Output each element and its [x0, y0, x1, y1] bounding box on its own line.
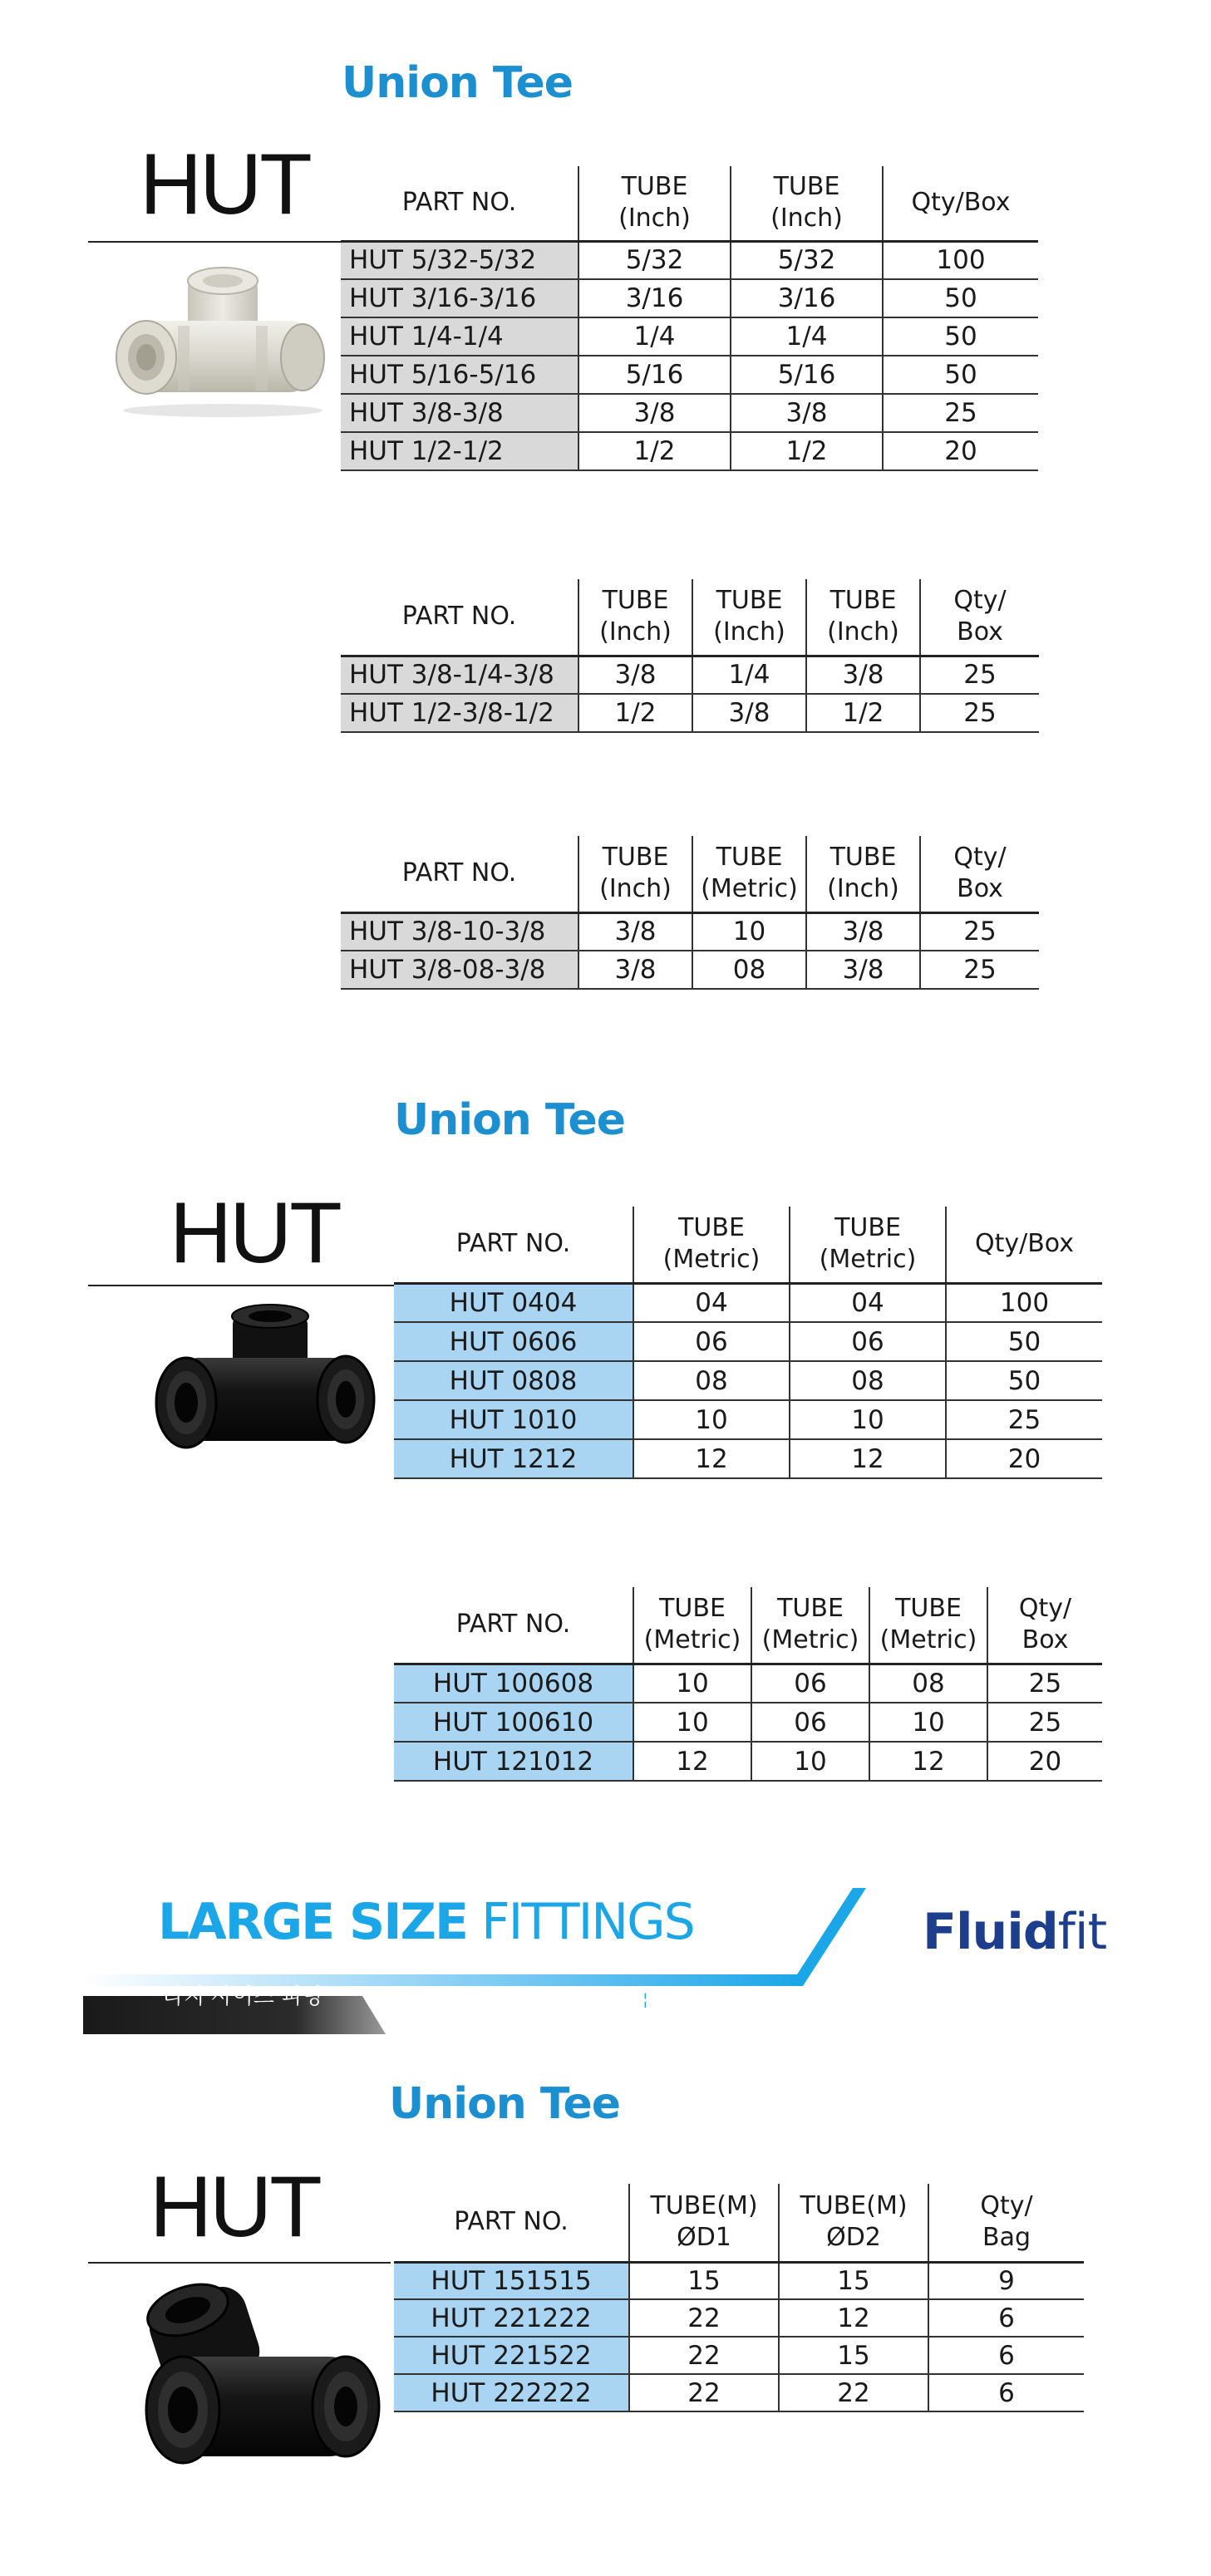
table-row	[394, 2337, 1084, 2374]
spec-cell: 06	[633, 1322, 790, 1361]
spec-cell: 3/8	[731, 394, 883, 432]
section1-title: Union Tee	[342, 58, 574, 108]
section1-table-c	[341, 836, 1039, 990]
spec-cell: 3/8	[806, 656, 920, 694]
banner-large-size: LARGE SIZE	[158, 1893, 468, 1951]
section3-title: Union Tee	[389, 2079, 621, 2129]
spec-cell: 6	[928, 2299, 1084, 2337]
spec-cell: 100	[883, 241, 1038, 279]
spec-cell: 22	[629, 2374, 779, 2411]
col-tube-metric: TUBE (Metric)	[790, 1207, 946, 1283]
col-tube-metric: TUBE (Metric)	[751, 1587, 869, 1664]
col-qty-box: Qty/ Box	[920, 836, 1039, 912]
large-black-union-tee-image	[133, 2277, 382, 2476]
col-qty-box: Qty/ Box	[920, 579, 1039, 656]
spec-cell: 10	[633, 1400, 790, 1439]
spec-cell: 50	[946, 1361, 1102, 1400]
spec-cell: 3/8	[806, 951, 920, 989]
spec-cell: 9	[928, 2262, 1084, 2299]
spec-cell: 12	[790, 1439, 946, 1478]
part-number-cell: HUT 151515	[394, 2262, 629, 2299]
section2-code: HUT	[170, 1185, 340, 1281]
spec-cell: 25	[920, 694, 1039, 732]
spec-cell: 50	[883, 356, 1038, 394]
spec-cell: 25	[920, 951, 1039, 989]
spec-cell: 3/8	[578, 951, 692, 989]
table-row	[394, 1664, 1102, 1703]
table-row	[341, 279, 1038, 317]
spec-cell: 5/32	[578, 241, 731, 279]
col-tube-inch: TUBE (Inch)	[578, 579, 692, 656]
section3-table-a	[394, 2184, 1084, 2412]
spec-cell: 3/8	[692, 694, 806, 732]
table-row	[394, 1703, 1102, 1742]
table-row	[341, 394, 1038, 432]
table-row	[394, 2299, 1084, 2337]
banner-korean-text: 라지 사이즈 피팅	[163, 1984, 323, 2009]
spec-cell: 20	[946, 1439, 1102, 1478]
spec-cell: 10	[633, 1703, 751, 1742]
white-union-tee-image	[98, 263, 339, 420]
spec-cell: 3/16	[731, 279, 883, 317]
spec-cell: 25	[946, 1400, 1102, 1439]
spec-cell: 25	[920, 656, 1039, 694]
col-qty-box: Qty/ Box	[987, 1587, 1102, 1664]
col-tube-inch: TUBE (Inch)	[578, 836, 692, 912]
table-row	[394, 1742, 1102, 1781]
spec-cell: 1/2	[578, 432, 731, 470]
col-tube-inch: TUBE (Inch)	[578, 166, 731, 241]
col-part-no: PART NO.	[401, 858, 517, 888]
table-row	[394, 1400, 1102, 1439]
banner-marker: ¦	[643, 1991, 647, 2008]
part-number-cell: HUT 0808	[394, 1361, 633, 1400]
spec-cell: 22	[779, 2374, 928, 2411]
table-row	[394, 1439, 1102, 1478]
spec-cell: 15	[779, 2337, 928, 2374]
spec-cell: 1/4	[731, 317, 883, 356]
part-number-cell: HUT 221522	[394, 2337, 629, 2374]
spec-cell: 20	[987, 1742, 1102, 1781]
table-body	[394, 2262, 1084, 2411]
spec-cell: 15	[629, 2262, 779, 2299]
spec-cell: 1/4	[578, 317, 731, 356]
part-number-cell: HUT 3/8-08-3/8	[341, 951, 578, 989]
banner-heading	[158, 1893, 694, 1951]
spec-cell: 25	[987, 1703, 1102, 1742]
spec-cell: 10	[869, 1703, 987, 1742]
spec-cell: 22	[629, 2299, 779, 2337]
table-row	[394, 2262, 1084, 2299]
table-row	[341, 951, 1039, 989]
part-number-cell: HUT 3/16-3/16	[341, 279, 578, 317]
col-part-no: PART NO.	[455, 1610, 571, 1639]
spec-cell: 3/8	[578, 912, 692, 951]
table-row	[341, 241, 1038, 279]
table-body	[341, 241, 1038, 470]
table-body	[394, 1283, 1102, 1478]
col-tube-d2: TUBE(M) ØD2	[779, 2184, 928, 2262]
fluidfit-logo	[923, 1903, 1106, 1961]
part-number-cell: HUT 3/8-3/8	[341, 394, 578, 432]
part-number-cell: HUT 100610	[394, 1703, 633, 1742]
part-number-cell: HUT 1/2-3/8-1/2	[341, 694, 578, 732]
spec-cell: 5/16	[578, 356, 731, 394]
section1-table-a	[341, 166, 1038, 471]
spec-cell: 08	[692, 951, 806, 989]
section2-table-b	[394, 1587, 1102, 1782]
spec-cell: 1/4	[692, 656, 806, 694]
table-row	[394, 2374, 1084, 2411]
section2-title: Union Tee	[394, 1095, 626, 1145]
spec-cell: 08	[633, 1361, 790, 1400]
spec-cell: 6	[928, 2374, 1084, 2411]
spec-cell: 15	[779, 2262, 928, 2299]
spec-cell: 50	[883, 317, 1038, 356]
spec-cell: 25	[987, 1664, 1102, 1703]
part-number-cell: HUT 5/16-5/16	[341, 356, 578, 394]
col-qty-bag: Qty/ Bag	[928, 2184, 1084, 2262]
spec-cell: 10	[692, 912, 806, 951]
black-union-tee-image	[150, 1301, 382, 1467]
section2-table-a	[394, 1207, 1102, 1479]
col-qty-box: Qty/Box	[883, 166, 1038, 241]
spec-cell: 1/2	[731, 432, 883, 470]
table-row	[341, 694, 1039, 732]
col-tube-metric: TUBE (Metric)	[633, 1587, 751, 1664]
spec-cell: 1/2	[806, 694, 920, 732]
section3-underline	[88, 2262, 391, 2264]
spec-cell: 20	[883, 432, 1038, 470]
part-number-cell: HUT 221222	[394, 2299, 629, 2337]
section2-underline	[88, 1285, 396, 1286]
spec-cell: 12	[633, 1742, 751, 1781]
spec-cell: 1/2	[578, 694, 692, 732]
col-part-no: PART NO.	[455, 1229, 571, 1259]
spec-cell: 50	[946, 1322, 1102, 1361]
part-number-cell: HUT 1/4-1/4	[341, 317, 578, 356]
part-number-cell: HUT 3/8-1/4-3/8	[341, 656, 578, 694]
col-tube-metric: TUBE (Metric)	[633, 1207, 790, 1283]
spec-cell: 25	[883, 394, 1038, 432]
spec-cell: 10	[751, 1742, 869, 1781]
table-body	[341, 912, 1039, 989]
col-tube-inch: TUBE (Inch)	[731, 166, 883, 241]
spec-cell: 12	[869, 1742, 987, 1781]
spec-cell: 3/8	[578, 656, 692, 694]
col-tube-inch: TUBE (Inch)	[806, 579, 920, 656]
spec-cell: 08	[790, 1361, 946, 1400]
spec-cell: 06	[790, 1322, 946, 1361]
spec-cell: 12	[779, 2299, 928, 2337]
spec-cell: 3/8	[806, 912, 920, 951]
spec-cell: 12	[633, 1439, 790, 1478]
part-number-cell: HUT 222222	[394, 2374, 629, 2411]
part-number-cell: HUT 1/2-1/2	[341, 432, 578, 470]
spec-cell: 5/16	[731, 356, 883, 394]
col-part-no: PART NO.	[401, 188, 517, 218]
col-tube-d1: TUBE(M) ØD1	[629, 2184, 779, 2262]
spec-cell: 06	[751, 1703, 869, 1742]
spec-cell: 04	[633, 1283, 790, 1322]
table-row	[341, 356, 1038, 394]
table-row	[394, 1283, 1102, 1322]
part-number-cell: HUT 3/8-10-3/8	[341, 912, 578, 951]
table-row	[394, 1361, 1102, 1400]
spec-cell: 04	[790, 1283, 946, 1322]
col-tube-metric: TUBE (Metric)	[692, 836, 806, 912]
part-number-cell: HUT 1212	[394, 1439, 633, 1478]
spec-cell: 3/8	[578, 394, 731, 432]
banner-fittings: FITTINGS	[481, 1893, 694, 1951]
spec-cell: 08	[869, 1664, 987, 1703]
col-part-no: PART NO.	[401, 602, 517, 632]
section3-code: HUT	[150, 2159, 320, 2255]
part-number-cell: HUT 0606	[394, 1322, 633, 1361]
table-body	[394, 1664, 1102, 1781]
part-number-cell: HUT 100608	[394, 1664, 633, 1703]
spec-cell: 50	[883, 279, 1038, 317]
col-qty-box: Qty/Box	[946, 1207, 1102, 1283]
col-tube-inch: TUBE (Inch)	[692, 579, 806, 656]
spec-cell: 100	[946, 1283, 1102, 1322]
part-number-cell: HUT 0404	[394, 1283, 633, 1322]
col-part-no: PART NO.	[454, 2207, 569, 2237]
part-number-cell: HUT 5/32-5/32	[341, 241, 578, 279]
col-tube-inch: TUBE (Inch)	[806, 836, 920, 912]
logo-fit: fit	[1057, 1903, 1107, 1961]
spec-cell: 25	[920, 912, 1039, 951]
spec-cell: 3/16	[578, 279, 731, 317]
part-number-cell: HUT 121012	[394, 1742, 633, 1781]
spec-cell: 5/32	[731, 241, 883, 279]
spec-cell: 10	[633, 1664, 751, 1703]
spec-cell: 22	[629, 2337, 779, 2374]
spec-cell: 10	[790, 1400, 946, 1439]
table-body	[341, 656, 1039, 732]
spec-cell: 06	[751, 1664, 869, 1703]
spec-cell: 6	[928, 2337, 1084, 2374]
table-row	[341, 432, 1038, 470]
section1-table-b	[341, 579, 1039, 733]
logo-fluid: Fluid	[923, 1903, 1058, 1961]
banner-slash	[790, 1888, 866, 1986]
table-row	[341, 317, 1038, 356]
col-tube-metric: TUBE (Metric)	[869, 1587, 987, 1664]
table-row	[341, 912, 1039, 951]
section1-underline	[88, 241, 342, 243]
section1-code: HUT	[140, 136, 310, 233]
part-number-cell: HUT 1010	[394, 1400, 633, 1439]
table-row	[341, 656, 1039, 694]
table-row	[394, 1322, 1102, 1361]
